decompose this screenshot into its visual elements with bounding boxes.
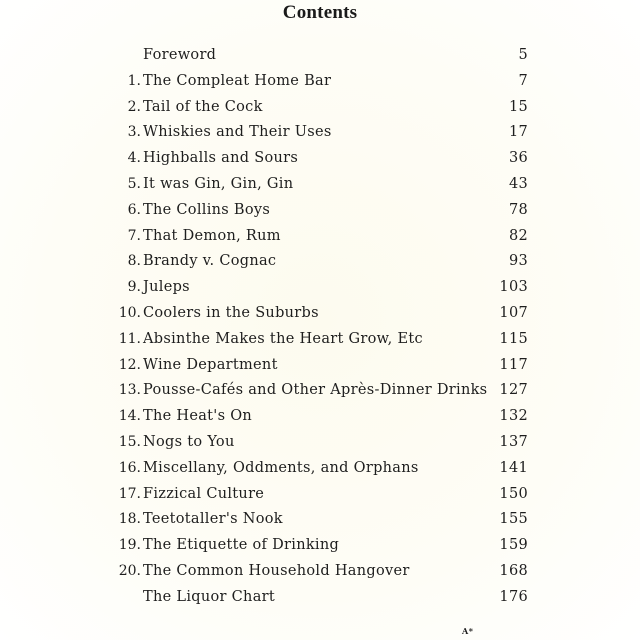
chapter-title: Juleps: [143, 279, 190, 296]
chapter-title: Brandy v. Cognac: [143, 253, 277, 270]
page-number: 93: [508, 253, 528, 270]
page-number: 5: [518, 47, 528, 63]
page-number: 159: [499, 537, 528, 554]
chapter-title: That Demon, Rum: [143, 227, 281, 244]
table-of-contents: [112, 43, 532, 611]
toc-entry: [112, 198, 532, 224]
chapter-number: 3.: [127, 124, 141, 141]
chapter-number: 20.: [118, 562, 141, 579]
page-number: 176: [499, 588, 528, 605]
toc-entry: [112, 95, 532, 121]
chapter-number: 5.: [127, 175, 141, 192]
toc-entry: [112, 507, 532, 533]
page-number: 107: [499, 304, 528, 321]
chapter-title: The Common Household Hangover: [143, 562, 410, 579]
toc-entry: [112, 456, 532, 482]
toc-entry: [112, 120, 532, 146]
chapter-number: 13.: [118, 382, 141, 399]
page-number: 43: [508, 175, 528, 192]
toc-entry: [112, 482, 532, 508]
chapter-title: Tail of the Cock: [143, 98, 263, 115]
page-number: 168: [499, 562, 528, 579]
page-number: 7: [518, 72, 528, 89]
toc-entry: [112, 327, 532, 353]
chapter-title: Coolers in the Suburbs: [143, 304, 319, 321]
chapter-number: 19.: [118, 537, 141, 554]
printer-signature-mark: A*: [462, 626, 474, 636]
chapter-number: 6.: [127, 201, 141, 218]
chapter-number: 9.: [127, 279, 141, 296]
page-number: 150: [499, 485, 528, 502]
page-number: 103: [499, 279, 528, 296]
page-number: 17: [508, 124, 528, 141]
toc-entry: [112, 275, 532, 301]
chapter-number: 16.: [118, 459, 141, 476]
chapter-title: Miscellany, Oddments, and Orphans: [143, 459, 419, 476]
toc-entry: [112, 404, 532, 430]
toc-entry: [112, 224, 532, 250]
chapter-title: Highballs and Sours: [143, 150, 299, 167]
chapter-title: Nogs to You: [143, 433, 235, 450]
page-number: 15: [508, 98, 528, 115]
page-title: Contents: [282, 2, 358, 23]
chapter-title: Wine Department: [143, 356, 278, 373]
chapter-number: 8.: [127, 253, 141, 270]
page-number: 117: [499, 356, 528, 373]
toc-entry: [112, 172, 532, 198]
page-number: 141: [499, 459, 528, 476]
chapter-title: Foreword: [143, 47, 217, 63]
chapter-number: 14.: [118, 408, 141, 425]
toc-entry: [112, 533, 532, 559]
toc-entry: [112, 146, 532, 172]
toc-entry: [112, 430, 532, 456]
toc-entry: [112, 378, 532, 404]
chapter-title: The Liquor Chart: [143, 588, 275, 605]
page-number: 137: [499, 433, 528, 450]
chapter-number: 2.: [127, 98, 141, 115]
toc-entry: [112, 585, 532, 611]
chapter-title: Absinthe Makes the Heart Grow, Etc: [143, 330, 423, 347]
toc-entry: [112, 559, 532, 585]
chapter-number: 11.: [118, 330, 141, 347]
page-number: 127: [499, 382, 528, 399]
page-number: 82: [508, 227, 528, 244]
chapter-title: Fizzical Culture: [143, 485, 265, 502]
chapter-number: 12.: [118, 356, 141, 373]
chapter-number: 4.: [127, 150, 141, 167]
toc-entry: [112, 301, 532, 327]
toc-entry: [112, 353, 532, 379]
chapter-title: Pousse-Cafés and Other Après-Dinner Drinks: [143, 382, 488, 399]
page-number: 155: [499, 511, 528, 528]
chapter-title: It was Gin, Gin, Gin: [143, 175, 294, 192]
page-number: 36: [508, 150, 528, 167]
chapter-number: 17.: [118, 485, 141, 502]
chapter-number: 18.: [118, 511, 141, 528]
chapter-number: 7.: [127, 227, 141, 244]
chapter-title: The Collins Boys: [143, 201, 271, 218]
chapter-title: The Etiquette of Drinking: [143, 537, 340, 554]
chapter-number: 10.: [118, 304, 141, 321]
page-number: 78: [508, 201, 528, 218]
chapter-title: Whiskies and Their Uses: [143, 124, 332, 141]
chapter-title: Teetotaller's Nook: [143, 511, 283, 528]
chapter-title: The Compleat Home Bar: [143, 72, 332, 89]
chapter-number: 15.: [118, 433, 141, 450]
page-number: 132: [499, 408, 528, 425]
page-number: 115: [499, 330, 528, 347]
toc-entry: [112, 249, 532, 275]
chapter-title: The Heat's On: [143, 408, 253, 425]
toc-entry: [112, 43, 532, 69]
chapter-number: 1.: [127, 72, 141, 89]
toc-entry: [112, 69, 532, 95]
